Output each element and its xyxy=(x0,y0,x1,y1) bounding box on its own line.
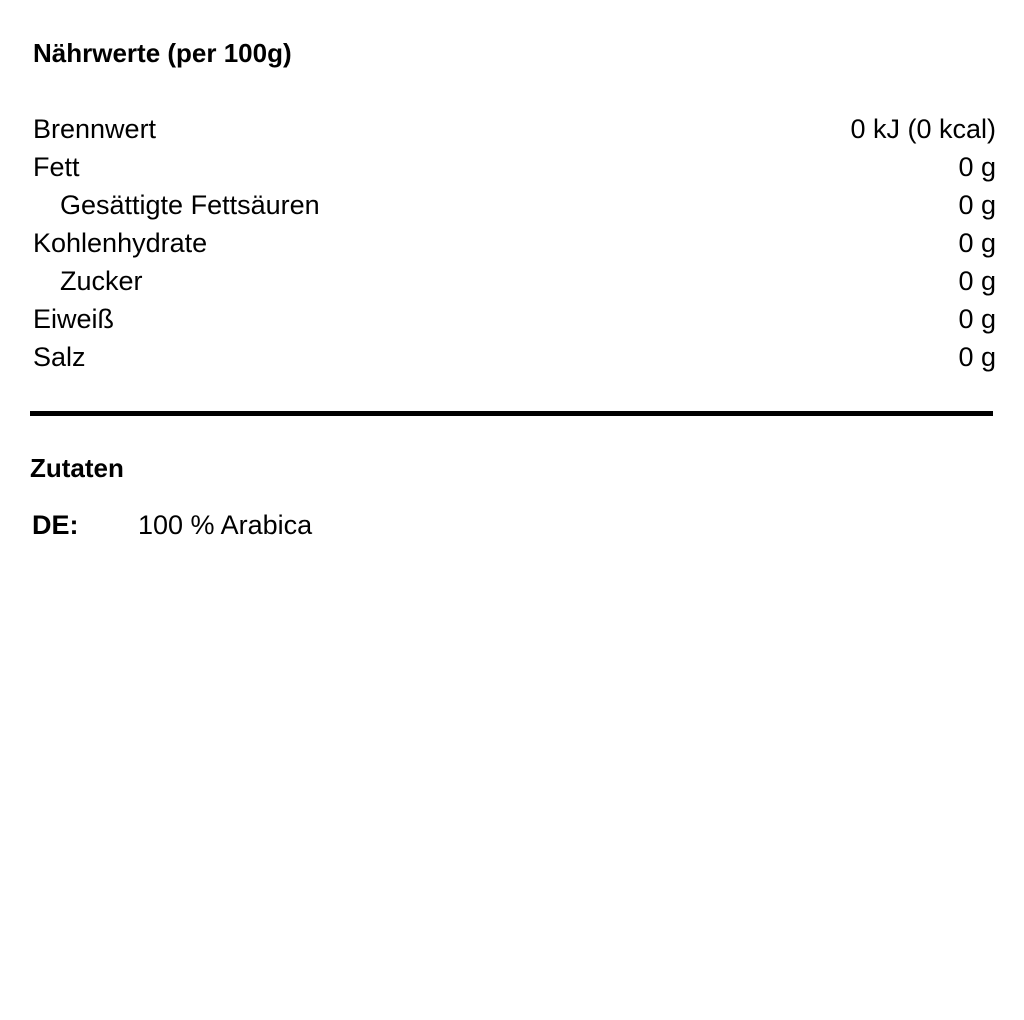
nutrition-row-sugar xyxy=(33,262,996,300)
nutrition-label: Gesättigte Fettsäuren xyxy=(60,190,320,220)
nutrition-label: Zucker xyxy=(60,266,143,296)
language-code: DE: xyxy=(32,510,79,540)
ingredients-row xyxy=(32,508,312,542)
nutrition-table xyxy=(33,110,996,376)
nutrition-label: Salz xyxy=(33,342,86,372)
nutrition-value: 0 g xyxy=(958,228,996,258)
nutrition-row-protein xyxy=(33,300,996,338)
nutrition-value: 0 g xyxy=(958,304,996,334)
nutrition-row-energy xyxy=(33,110,996,148)
nutrition-row-carbohydrates xyxy=(33,224,996,262)
nutrition-heading: Nährwerte (per 100g) xyxy=(33,38,292,68)
nutrition-value: 0 g xyxy=(958,152,996,182)
nutrition-label: Eiweiß xyxy=(33,304,115,334)
ingredients-heading: Zutaten xyxy=(30,453,124,483)
nutrition-row-fat xyxy=(33,148,996,186)
ingredient-text: 100 % Arabica xyxy=(138,510,313,540)
nutrition-label: Kohlenhydrate xyxy=(33,228,208,258)
section-divider xyxy=(30,411,993,416)
nutrition-value: 0 g xyxy=(958,266,996,296)
nutrition-label: Brennwert xyxy=(33,114,157,144)
nutrition-value: 0 g xyxy=(958,342,996,372)
nutrition-row-salt xyxy=(33,338,996,376)
nutrition-value: 0 kJ (0 kcal) xyxy=(850,114,996,144)
nutrition-value: 0 g xyxy=(958,190,996,220)
nutrition-label: Fett xyxy=(33,152,80,182)
nutrition-row-saturated-fat xyxy=(33,186,996,224)
